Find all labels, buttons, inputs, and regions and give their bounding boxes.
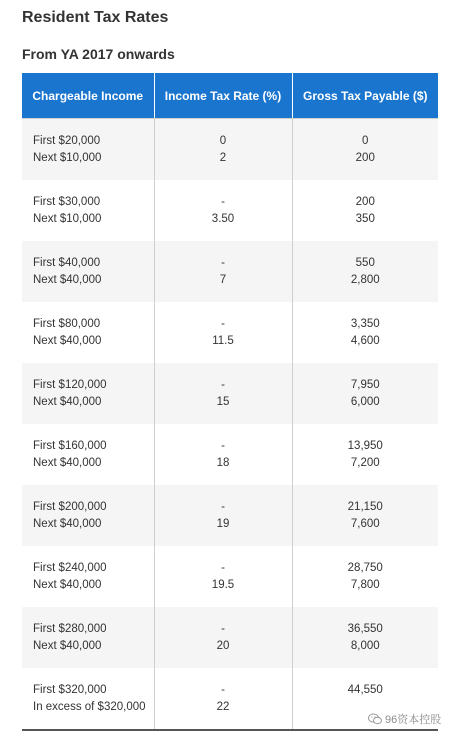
rate-line: - <box>221 378 225 391</box>
rate-line: - <box>221 622 225 635</box>
income-line: Next $10,000 <box>33 212 102 225</box>
tax-line: 7,600 <box>350 517 380 530</box>
tax-cell <box>292 546 438 607</box>
income-cell <box>22 668 154 730</box>
income-line: First $320,000 <box>33 683 107 696</box>
rate-line: 19.5 <box>211 578 235 591</box>
rate-cell <box>154 119 292 181</box>
rate-cell <box>154 546 292 607</box>
rate-line: 3.50 <box>211 212 235 225</box>
table-row <box>22 363 438 424</box>
tax-cell <box>292 302 438 363</box>
income-line: First $30,000 <box>33 195 101 208</box>
income-line: Next $40,000 <box>33 578 102 591</box>
rate-line: 11.5 <box>212 334 234 347</box>
income-line: First $160,000 <box>33 439 107 452</box>
table-row <box>22 302 438 363</box>
tax-cell <box>292 363 438 424</box>
rate-line: - <box>221 683 225 696</box>
income-line: First $200,000 <box>33 500 107 513</box>
tax-line: 21,150 <box>347 500 383 513</box>
tax-line: 200 <box>355 151 375 164</box>
income-line: Next $10,000 <box>33 151 102 164</box>
table-row <box>22 424 438 485</box>
income-cell <box>22 363 154 424</box>
income-line: In excess of $320,000 <box>33 700 146 713</box>
table-row <box>22 180 438 241</box>
watermark-text: 96资本控股 <box>385 714 442 726</box>
column-header-gross-tax-payable: Gross Tax Payable ($) <box>292 73 438 119</box>
income-cell <box>22 180 154 241</box>
rate-cell <box>154 180 292 241</box>
rate-line: 0 <box>219 134 227 147</box>
income-line: First $80,000 <box>33 317 101 330</box>
tax-line: 7,950 <box>350 378 380 391</box>
tax-line: 0 <box>362 134 369 147</box>
income-line: First $280,000 <box>33 622 107 635</box>
income-line: First $20,000 <box>33 134 101 147</box>
income-line: Next $40,000 <box>33 395 102 408</box>
rate-cell <box>154 424 292 485</box>
rate-line: 7 <box>219 273 227 286</box>
rate-line: - <box>221 561 225 574</box>
tax-line: 350 <box>355 212 375 225</box>
tax-cell <box>292 241 438 302</box>
income-line: Next $40,000 <box>33 517 102 530</box>
rate-cell <box>154 485 292 546</box>
tax-cell <box>292 485 438 546</box>
rate-line: - <box>221 317 225 330</box>
rate-line: 19 <box>216 517 230 530</box>
rate-line: 22 <box>216 700 230 713</box>
rate-cell <box>154 363 292 424</box>
table-header-row <box>22 73 438 119</box>
income-line: First $40,000 <box>33 256 101 269</box>
rate-line: 2 <box>219 151 227 164</box>
tax-rate-table <box>22 73 438 731</box>
income-cell <box>22 241 154 302</box>
income-line: Next $40,000 <box>33 273 102 286</box>
wechat-bubble-icon <box>368 713 382 725</box>
tax-line: 4,600 <box>350 334 380 347</box>
tax-line: 7,200 <box>350 456 380 469</box>
tax-cell <box>292 180 438 241</box>
table-row <box>22 119 438 181</box>
rate-line: - <box>221 195 225 208</box>
tax-cell <box>292 607 438 668</box>
tax-line: 7,800 <box>350 578 380 591</box>
income-cell <box>22 485 154 546</box>
tax-line: 550 <box>355 256 375 269</box>
rate-cell <box>154 607 292 668</box>
table-row <box>22 607 438 668</box>
tax-line: 6,000 <box>350 395 380 408</box>
income-cell <box>22 302 154 363</box>
rate-line: - <box>221 439 225 452</box>
tax-line: 13,950 <box>347 439 383 452</box>
income-line: Next $40,000 <box>33 456 102 469</box>
income-line: Next $40,000 <box>33 639 102 652</box>
table-row <box>22 546 438 607</box>
rate-line: - <box>221 500 225 513</box>
tax-line: 36,550 <box>347 622 383 635</box>
tax-line: 2,800 <box>350 273 380 286</box>
income-cell <box>22 119 154 181</box>
rate-line: 18 <box>216 456 230 469</box>
tax-line: 28,750 <box>347 561 383 574</box>
income-line: First $240,000 <box>33 561 107 574</box>
income-cell <box>22 607 154 668</box>
section-subtitle: From YA 2017 onwards <box>22 46 175 62</box>
rate-cell <box>154 302 292 363</box>
income-cell <box>22 424 154 485</box>
tax-line: 3,350 <box>350 317 380 330</box>
column-header-income-tax-rate: Income Tax Rate (%) <box>154 73 292 119</box>
tax-cell <box>292 119 438 181</box>
tax-line: 200 <box>355 195 375 208</box>
rate-cell <box>154 668 292 730</box>
watermark <box>368 711 441 727</box>
rate-line: 20 <box>216 639 230 652</box>
income-line: Next $40,000 <box>33 334 102 347</box>
table-row <box>22 485 438 546</box>
income-line: First $120,000 <box>33 378 107 391</box>
table-row <box>22 241 438 302</box>
tax-line: 8,000 <box>350 639 380 652</box>
income-cell <box>22 546 154 607</box>
page-title: Resident Tax Rates <box>22 9 169 26</box>
rate-line: - <box>221 256 225 269</box>
tax-line: 44,550 <box>347 683 383 696</box>
tax-cell <box>292 424 438 485</box>
rate-line: 15 <box>216 395 230 408</box>
column-header-chargeable-income: Chargeable Income <box>22 73 154 119</box>
rate-cell <box>154 241 292 302</box>
